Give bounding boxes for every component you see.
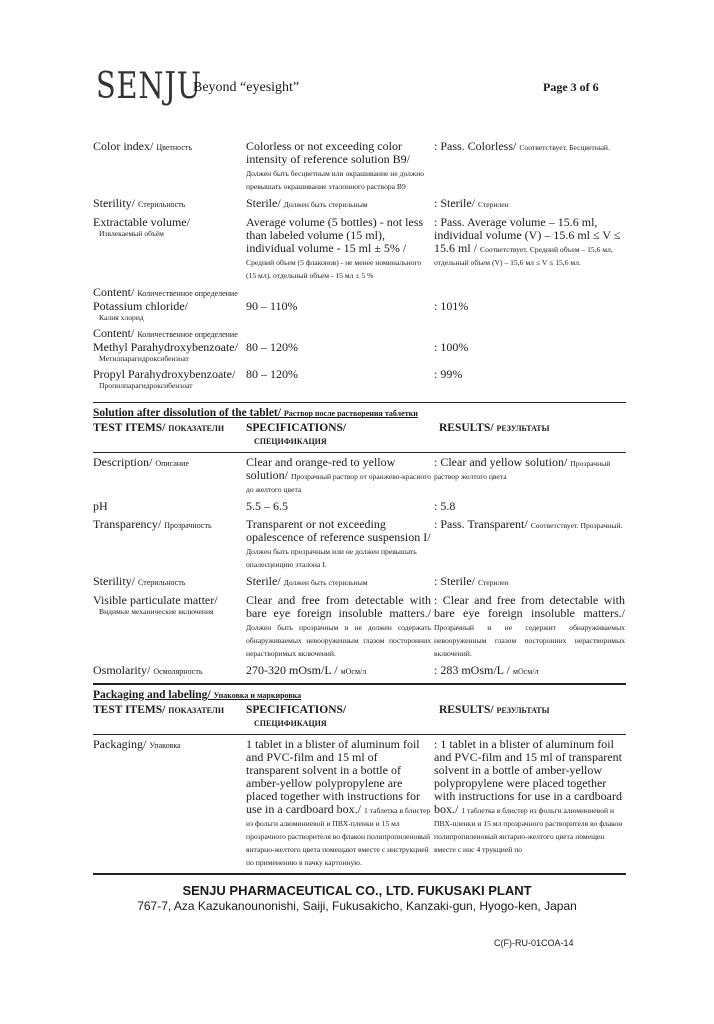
test-item-name: Propyl Parahydroxybenzoate/ (93, 367, 236, 382)
specification-text: Clear and orange-red to yellow solution/ (246, 455, 396, 483)
content-prefix: Content/ (93, 326, 135, 341)
header-label-ru: РЕЗУЛЬТАТЫ (496, 705, 550, 715)
test-item-label (93, 518, 246, 570)
result-text: : 99% (434, 367, 463, 382)
specification-text: Transparent or not exceeding opalescence of reference suspension I/ (246, 517, 431, 545)
section-general-tests (93, 140, 628, 391)
specification-ru: Прозрачный раствор от оранжево-красного до желтого цвета (246, 472, 431, 495)
section-title-text: Packaging and labeling/ (93, 688, 211, 701)
divider (93, 402, 626, 404)
document-code: C(F)-RU-01COA-14 (494, 937, 574, 948)
header-test-items (93, 422, 246, 448)
table-row (93, 197, 628, 211)
specification (246, 738, 434, 868)
table-row (93, 300, 628, 322)
test-item-label (93, 216, 246, 281)
result-text: : Clear and free from detectable with bare eye foreign insoluble matters./ (434, 593, 625, 621)
section-title-solution (93, 407, 628, 419)
senju-logo: SENJU (96, 66, 202, 107)
header-label-ru: РЕЗУЛЬТАТЫ (496, 424, 550, 434)
header-label: RESULTS/ (439, 703, 494, 716)
header-label: RESULTS/ (439, 422, 494, 435)
specification (246, 197, 434, 211)
section-solution-tests (93, 456, 628, 678)
specification (246, 140, 434, 192)
specification-text: 1 tablet in a blister of aluminum foil and PVC-film and 15 ml of transparent solvent in a bottle of amber-yellow polypropylene are placed together with instructions for use in a cardboard box./ (246, 737, 420, 817)
footer-address: 767-7, Aza Kazukanounonishi, Saiji, Fukusakicho, Kanzaki-gun, Hyogo-ken, Japan (137, 898, 577, 913)
result-text: : 101% (434, 299, 469, 313)
table-row (93, 456, 628, 495)
test-item-label (93, 594, 246, 659)
specification (246, 518, 434, 570)
result-text: : Pass. Average volume – 15.6 ml, individual volume (V) – 15.6 ml ≤ V ≤ 15.6 ml / (434, 215, 621, 255)
result-text: : 100% (434, 340, 469, 355)
specification (246, 300, 434, 322)
test-item-name: Visible particulate matter/ (93, 593, 218, 608)
content-prefix-ru: Количественное определение (137, 289, 238, 298)
result-text: : 1 tablet in a blister of aluminum foil and PVC-film and 15 ml of transparent solvent in a bottle of amber-yellow polypropylene were placed together with instructions for use in a cardboard box./ (434, 737, 622, 817)
specification-text: 270-320 mOsm/L / (246, 663, 338, 678)
footer (0, 883, 714, 948)
table-row (93, 664, 628, 678)
specification-text: 80 – 120% (246, 340, 298, 355)
footer-company: SENJU PHARMACEUTICAL CO., LTD. FUKUSAKI PLANT (182, 882, 532, 898)
specification-ru: Средний объем (5 флаконов) - не менее номинального (15 мл), отдельный объем - 15 мл ± 5 % (246, 258, 422, 280)
header-label-ru: ПОКАЗАТЕЛИ (168, 705, 225, 715)
header-label: SPECIFICATIONS/ (246, 703, 347, 716)
result (434, 300, 628, 322)
specification-text: Sterile/ (246, 574, 281, 589)
specification-text: 90 – 110% (246, 299, 298, 313)
result-ru: мОсм/л (512, 667, 539, 677)
result-text: : 283 mOsm/L / (434, 663, 510, 678)
result (434, 216, 628, 281)
test-item-label (93, 575, 246, 589)
specification (246, 664, 434, 678)
specification-ru: Должен быть бесцветным или окрашивание не должно превышать окрашивание эталонного раствора B9 (246, 169, 425, 191)
test-item-name-ru: Видимые механические включения (99, 607, 214, 617)
divider (93, 873, 626, 875)
specification (246, 456, 434, 495)
specification (246, 594, 434, 659)
result-text: : Sterile/ (434, 196, 475, 210)
test-item-label (93, 300, 246, 322)
test-item-label (93, 368, 246, 390)
content-prefix-ru: Количественное определение (137, 330, 238, 340)
test-item-name-ru: Метилпарагидроксибензоат (99, 354, 189, 364)
header-specifications (246, 704, 434, 730)
specification (246, 368, 434, 390)
test-item-name: Osmolarity/ (93, 663, 151, 678)
header-label: SPECIFICATIONS/ (246, 422, 347, 435)
header-label: TEST ITEMS/ (93, 703, 166, 716)
result (434, 456, 628, 495)
result (434, 738, 628, 868)
specification-text: Average volume (5 bottles) - not less than labeled volume (15 ml), individual volume - 15 ml ± 5% / (246, 215, 424, 255)
result (434, 140, 628, 192)
tagline: Beyond “eyesight” (193, 80, 300, 95)
test-item-label (93, 738, 246, 868)
content-prefix-line (93, 327, 628, 341)
test-item-name: Methyl Parahydroxybenzoate/ (93, 340, 238, 355)
section-title-text: Solution after dissolution of the tablet/ (93, 407, 281, 420)
table-row (93, 738, 628, 868)
result-ru: Стерилен (478, 200, 509, 209)
result-text: : Pass. Transparent/ (434, 517, 528, 532)
table-row (93, 216, 628, 281)
header-label-ru: ПОКАЗАТЕЛИ (168, 424, 225, 434)
test-item-label (93, 500, 246, 513)
test-item-name: Potassium chloride/ (93, 299, 188, 313)
test-item-name: Packaging/ (93, 737, 147, 752)
specification-ru: 1 таблетка в блистер из фольги алюминиевой и ПВХ-пленки и 15 мл прозрачного растворителя во флакон полипропиленовый янтарно-желтого цвета помещают вместе с инструкцией по применению в пачку картонную. (246, 806, 431, 868)
specification-text: Colorless or not exceeding color intensity of reference solution B9/ (246, 139, 410, 166)
specification-ru: Должен быть прозрачным или не должен превышать опалесценцию эталона I. (246, 547, 417, 570)
section-title-ru: Раствор после растворения таблетки (283, 409, 418, 419)
test-item-name: pH (93, 499, 108, 514)
result-text: : Pass. Colorless/ (434, 139, 517, 153)
result (434, 575, 628, 589)
header-results (434, 422, 628, 448)
specification-text: 80 – 120% (246, 367, 298, 382)
content-prefix-line (93, 286, 628, 300)
specification-ru: Должен быть прозрачным и не должен содержать обнаруживаемых невооруженным глазом посторонних нерастворимых включений. (246, 623, 431, 659)
test-item-label (93, 140, 246, 192)
result-ru: Прозрачный и не содержит обнаруживаемых невооруженным глазом посторонних нерастворимых включений. (434, 623, 625, 659)
section-title-ru: Упаковка и маркировка (213, 690, 302, 700)
test-item-name-ru: Цветность (156, 143, 193, 152)
test-item-name-ru: Прозрачность (164, 521, 212, 531)
divider (93, 683, 626, 685)
result-ru: Соответствует. Средний объем – 15,6 мл, отдельный объем (V) – 15,6 мл ≤ V ≤ 15,6 мл. (434, 245, 613, 267)
result (434, 594, 628, 659)
test-item-label (93, 664, 246, 678)
table-row (93, 341, 628, 363)
result (434, 500, 628, 513)
header-label-ru: СПЕЦИФИКАЦИЯ (254, 718, 327, 728)
test-item-name-ru: Упаковка (149, 741, 181, 751)
content-prefix: Content/ (93, 285, 135, 299)
result (434, 518, 628, 570)
test-item-label (93, 456, 246, 495)
section-packaging-tests (93, 738, 628, 868)
specification-text: Clear and free from detectable with bare eye foreign insoluble matters./ (246, 593, 431, 621)
header-results (434, 704, 628, 730)
test-item-name-ru: Стерильность (138, 578, 186, 588)
test-item-label (93, 341, 246, 363)
specification (246, 575, 434, 589)
test-item-label (93, 197, 246, 211)
header-test-items (93, 704, 246, 730)
specification-text: 5.5 – 6.5 (246, 499, 288, 514)
table-row (93, 594, 628, 659)
specification-ru: Должен быть стерильным (283, 200, 368, 209)
table-row (93, 500, 628, 513)
test-item-name: Sterility/ (93, 196, 135, 210)
header-label-ru: СПЕЦИФИКАЦИЯ (254, 437, 327, 447)
test-item-name: Color index/ (93, 139, 154, 153)
result-text: : 5.8 (434, 499, 456, 514)
test-item-name: Extractable volume/ (93, 215, 190, 229)
specification-text: Sterile/ (246, 196, 281, 210)
table-row (93, 518, 628, 570)
result-text: : Sterile/ (434, 574, 475, 589)
specification-ru: Должен быть стерильным (283, 578, 368, 588)
result-ru: Соответствует. Бесцветный. (519, 143, 610, 152)
result (434, 341, 628, 363)
specification-ru: мОсм/л (340, 667, 367, 677)
specification (246, 341, 434, 363)
result-ru: Прозрачный раствор желтого цвета (434, 459, 611, 482)
result (434, 368, 628, 390)
test-item-name-ru: Калия хлорид (99, 313, 144, 322)
table-header-packaging (93, 704, 628, 730)
result (434, 664, 628, 678)
document-body (93, 140, 628, 948)
test-item-name-ru: Описание (155, 459, 189, 469)
specification (246, 216, 434, 281)
test-item-name-ru: Пропилпарагидроксибензоат (99, 381, 193, 391)
result (434, 197, 628, 211)
test-item-name-ru: Осмолярность (153, 667, 203, 677)
result-ru: 1 таблетка в блистер из фольги алюминиевой и ПВХ-пленки и 15 мл прозрачного растворителя во флакон полипропиленовый янтарно-желтого цвета помещен вместе с инс 4 трукцией по (434, 806, 623, 855)
table-row (93, 140, 628, 192)
test-item-name: Sterility/ (93, 574, 135, 589)
section-title-packaging (93, 689, 628, 701)
result-ru: Соответствует. Прозрачный. (530, 521, 623, 531)
header-specifications (246, 422, 434, 448)
test-item-name: Transparency/ (93, 517, 162, 532)
table-header-solution (93, 422, 628, 448)
result-ru: Стерилен (478, 578, 509, 588)
result-text: : Clear and yellow solution/ (434, 455, 568, 470)
table-row (93, 368, 628, 390)
test-item-name-ru: Извлекаемый объём (99, 229, 164, 238)
test-item-name-ru: Стерильность (138, 200, 186, 209)
header-label: TEST ITEMS/ (93, 422, 166, 435)
specification (246, 500, 434, 513)
table-row (93, 575, 628, 589)
page-number: Page 3 of 6 (543, 80, 599, 94)
test-item-name: Description/ (93, 455, 153, 470)
